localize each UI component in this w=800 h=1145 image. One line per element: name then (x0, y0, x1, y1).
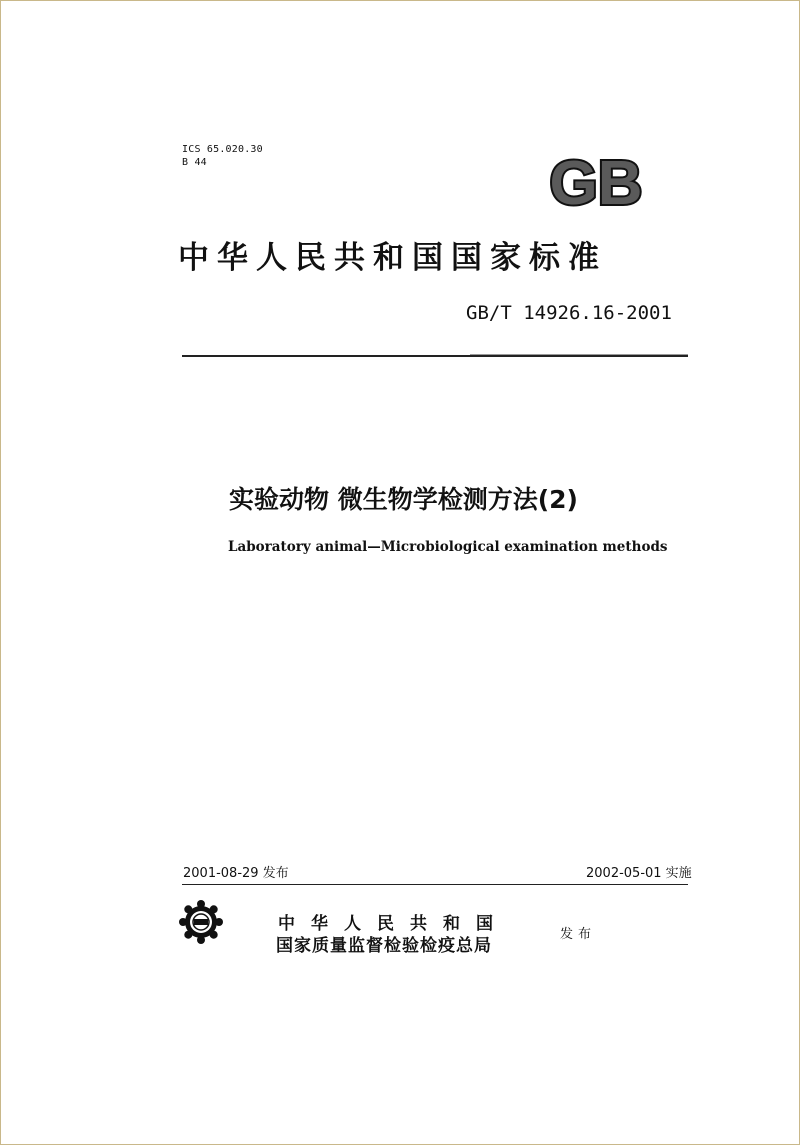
classification-codes (182, 143, 263, 169)
document-title-en: Laboratory animal—Microbiological examination methods (228, 539, 668, 555)
gb-logo-text: GB (549, 150, 643, 214)
ccs-code: B 44 (182, 157, 207, 168)
issue-date: 2001-08-29 发布 (183, 866, 289, 881)
footer-divider (182, 884, 688, 885)
ics-code: ICS 65.020.30 (182, 144, 263, 155)
publish-label: 发布 (560, 927, 597, 942)
seal-icon (177, 898, 225, 946)
implementation-date: 2002-05-01 实施 (586, 866, 692, 881)
standard-category-title: 中华人民共和国国家标准 (178, 240, 607, 276)
header-divider (182, 355, 688, 357)
issuer-line-1: 中华人民共和国 (278, 914, 509, 934)
document-title-cn: 实验动物 微生物学检测方法(2) (229, 485, 578, 514)
issuer-line-2: 国家质量监督检验检疫总局 (276, 936, 492, 956)
standard-number: GB/T 14926.16-2001 (466, 302, 672, 324)
gb-logo (540, 150, 652, 214)
